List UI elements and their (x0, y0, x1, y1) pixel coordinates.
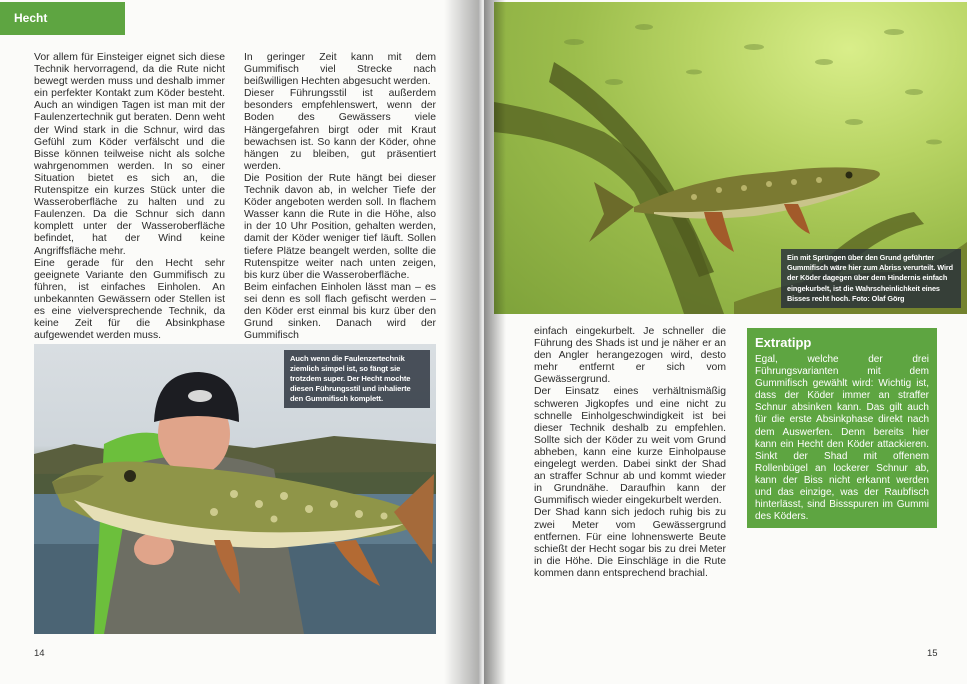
extratipp-box (747, 328, 937, 528)
text-column-1 (534, 326, 726, 580)
paragraph: Eine gerade für den Hecht sehr geeignete Variante den Gummifisch zu führen, ist einfaches Einholen. An unbekannten Gewässern oder Stellen ist es eine vielversprechende Technik, da keine Zeit für die Absinkphase aufgewendet werden muss. (34, 257, 225, 342)
paragraph: Vor allem für Einsteiger eignet sich diese Technik hervorragend, da die Rute nicht bewegt werden muss und deshalb immer ein perfekter Kontakt zum Köder besteht. Auch an windigen Tagen ist man mit der Faulenzertechnik gut beraten. Denn weht der Wind stark in die Schnur, wird das Gefühl zum Köder verfälscht und die Bisse können teilweise nicht als solche wahrgenommen werden. In so einer Situation bietet es sich an, die Rutenspitze ein kurzes Stück unter die Wasseroberfläche zu halten und zu Faulenzen. Da die Schnur sich dann komplett unter der Wasseroberfläche befindet, hat der Wind keine Angriffsfläche mehr. (34, 52, 225, 257)
text-column-2 (244, 52, 436, 342)
paragraph: einfach eingekurbelt. Je schneller die Führung des Shads ist und je näher er an den Angler herangezogen wird, desto mehr entfernt er sich vom Gewässergrund. (534, 326, 726, 386)
paragraph: Dieser Führungsstil ist außerdem besonders empfehlenswert, wenn der Boden des Gewässers viele Hängergefahren birgt oder mit Kraut bewachsen ist. So kann der Köder, ohne hängen zu bleiben, gut präsentiert werden. (244, 88, 436, 172)
underwater-pike-photo (494, 2, 967, 314)
paragraph: In geringer Zeit kann mit dem Gummifisch viel Strecke nach beißwilligen Hechten abgesucht werden. (244, 52, 436, 88)
page-number: 15 (927, 648, 938, 659)
text-column-1 (34, 52, 225, 342)
paragraph: Der Einsatz eines verhältnismäßig schweren Jigkopfes und eine nicht zu schnelle Einholgeschwindigkeit ist bei dieser Technik deshalb zu empfehlen. Sollte sich der Köder zu weit vom Grund abheben, kann eine kurze Einholpause eingelegt werden. Dabei sinkt der Shad an straffer Schnur ab und kommt wieder in Grundnähe. Daraufhin kann der Gummifisch wieder eingekurbelt werden. (534, 386, 726, 507)
angler-with-pike-photo (34, 344, 436, 634)
paragraph: Der Shad kann sich jedoch ruhig bis zu zwei Meter vom Gewässergrund entfernen. Für eine lohnenswerte Beute schießt der Hecht sogar bis zu drei Meter in die Höhe. Die Einschläge in die Rute kommen dann entsprechend brachial. (534, 507, 726, 579)
extratipp-text: Egal, welche der drei Führungsvarianten mit dem Gummifisch gewählt wird: Wichtig ist, dass der Köder immer an straffer Schnur absinken kann. Das gilt auch für die erste Absinkphase direkt nach dem Auswerfen. Denn bereits hier kann ein Hecht den Köder attackieren. Sinkt der Shad mit offenem Rollenbügel an lockerer Schnur ab, kann der Biss nicht erkannt werden und das einzige, was der Raubfisch hinterlässt, sind Bissspuren im Gummi des Köders. (755, 354, 929, 523)
photo-caption: Auch wenn die Faulenzertechnik ziemlich simpel ist, so fängt sie trotzdem super. Der Hecht mochte diesen Führungsstil und inhalierte den Gummifisch komplett. (284, 350, 430, 408)
photo-caption: Ein mit Sprüngen über den Grund geführter Gummifisch wäre hier zum Abriss verurteilt. Wird der Köder dagegen über dem Hindernis einfach eingekurbelt, ist die Wahrscheinlichkeit eines Bisses recht hoch. Foto: Olaf Görg (781, 249, 961, 308)
page-number: 14 (34, 648, 45, 659)
extratipp-title: Extratipp (755, 335, 812, 350)
paragraph: Beim einfachen Einholen lässt man – es sei denn es soll flach gefischt werden – den Köder erst einmal bis kurz über den Grund sinken. Danach wird der Gummifisch (244, 281, 436, 342)
right-page (484, 0, 967, 684)
paragraph: Die Position der Rute hängt bei dieser Technik davon ab, in welcher Tiefe der Köder angeboten werden soll. In flachem Wasser kann die Rute in die Höhe, also in der 10 Uhr Position, gehalten werden, damit der Köder weniger tief läuft. Sollen tiefere Plätze beangelt werden, sollte die Rutenspitze weiter nach unten zeigen, bis kurz über die Wasseroberfläche. (244, 172, 436, 281)
section-tab: Hecht (0, 2, 125, 35)
